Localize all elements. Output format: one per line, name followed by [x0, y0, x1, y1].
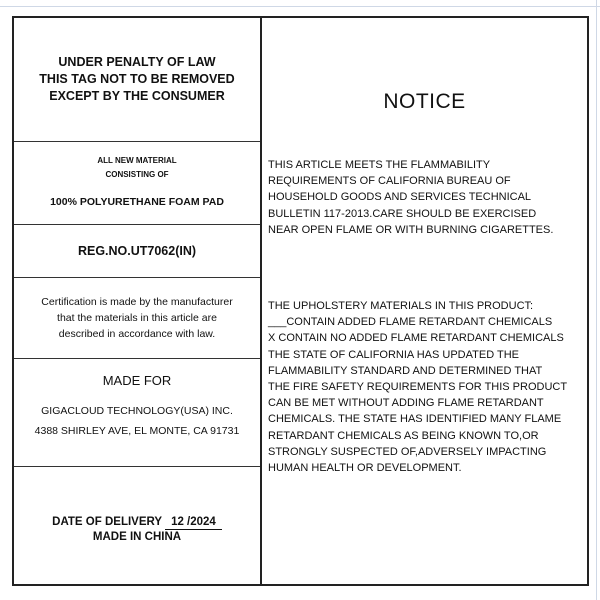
paragraph-line: ___CONTAIN ADDED FLAME RETARDANT CHEMICALS — [268, 316, 553, 329]
left-panel — [14, 18, 260, 584]
page-guide-top — [0, 6, 600, 7]
certification-line: that the materials in this article are — [57, 312, 217, 324]
company-address: 4388 SHIRLEY AVE, EL MONTE, CA 91731 — [34, 425, 240, 437]
paragraph-line: STRONGLY SUSPECTED OF,ADVERSELY IMPACTING — [268, 445, 547, 458]
delivery-section — [14, 467, 260, 584]
paragraph-line: HUMAN HEALTH OR DEVELOPMENT. — [268, 462, 462, 475]
certification-section — [14, 278, 260, 359]
material-content: 100% POLYURETHANE FOAM PAD — [50, 196, 224, 208]
paragraph-line: BULLETIN 117-2013.CARE SHOULD BE EXERCISED — [268, 207, 537, 220]
made-in-label: MADE IN CHINA — [92, 531, 182, 543]
paragraph-line: THE FIRE SAFETY REQUIREMENTS FOR THIS PRODUCT — [268, 381, 568, 394]
paragraph-line: RETARDANT CHEMICALS AS BEING KNOWN TO,OR — [268, 429, 539, 442]
certification-line: described in accordance with law. — [58, 328, 216, 340]
right-panel — [262, 18, 587, 584]
delivery-row — [14, 516, 260, 530]
registration-number: REG.NO.UT7062(IN) — [77, 244, 197, 258]
paragraph-line: CHEMICALS. THE STATE HAS IDENTIFIED MANY FLAME — [268, 413, 562, 426]
upholstery-paragraph — [268, 298, 586, 476]
made-for-heading: MADE FOR — [102, 373, 172, 388]
delivery-label: DATE OF DELIVERY — [52, 516, 162, 528]
paragraph-line: THIS ARTICLE MEETS THE FLAMMABILITY — [268, 159, 491, 171]
delivery-date: 12 /2024 — [165, 516, 222, 530]
warning-line: EXCEPT BY THE CONSUMER — [49, 89, 225, 103]
paragraph-line: CAN BE MET WITHOUT ADDING FLAME RETARDANT — [268, 397, 544, 410]
material-label-line: ALL NEW MATERIAL — [97, 156, 177, 165]
material-label-line: CONSISTING OF — [105, 170, 169, 179]
material-section — [14, 142, 260, 225]
paragraph-line: FLAMMABILITY STANDARD AND DETERMINED THAT — [268, 364, 543, 377]
flammability-paragraph — [268, 157, 586, 238]
notice-title: NOTICE — [383, 90, 466, 113]
law-tag — [12, 16, 589, 586]
paragraph-line: X CONTAIN NO ADDED FLAME RETARDANT CHEMICALS — [268, 332, 564, 345]
paragraph-line: HOUSEHOLD GOODS AND SERVICES TECHNICAL — [268, 191, 532, 204]
certification-line: Certification is made by the manufacturer — [41, 296, 233, 308]
warning-line: THIS TAG NOT TO BE REMOVED — [39, 72, 235, 86]
company-name: GIGACLOUD TECHNOLOGY(USA) INC. — [41, 405, 233, 417]
paragraph-line: THE STATE OF CALIFORNIA HAS UPDATED THE — [268, 348, 519, 361]
paragraph-line: THE UPHOLSTERY MATERIALS IN THIS PRODUCT: — [268, 300, 534, 312]
paragraph-line: NEAR OPEN FLAME OR WITH BURNING CIGARETTES. — [268, 223, 554, 236]
made-for-section — [14, 359, 260, 467]
warning-section — [14, 18, 260, 142]
registration-section — [14, 225, 260, 278]
warning-line: UNDER PENALTY OF LAW — [58, 55, 216, 69]
paragraph-line: REQUIREMENTS OF CALIFORNIA BUREAU OF — [268, 175, 511, 188]
page-guide-right — [596, 0, 597, 600]
